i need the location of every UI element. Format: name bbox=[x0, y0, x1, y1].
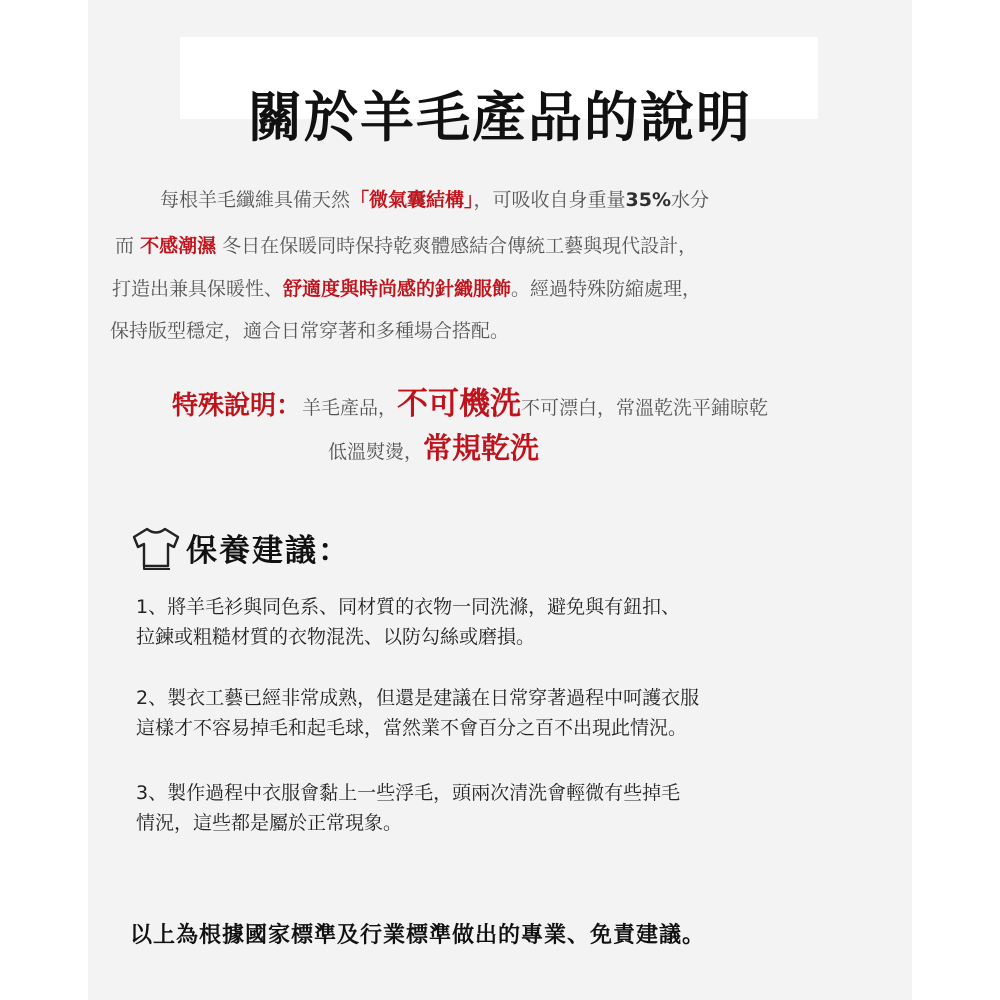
intro-text: ，可吸收自身重量 bbox=[473, 189, 626, 211]
intro-line-2 bbox=[115, 232, 697, 260]
tip-line: 這樣才不容易掉毛和起毛球，當然業不會百分之百不出現此情況。 bbox=[136, 717, 688, 739]
percent-value: 35% bbox=[625, 189, 672, 211]
intro-line-3 bbox=[112, 275, 701, 303]
special-text: 羊毛產品， bbox=[302, 397, 398, 419]
special-line-1 bbox=[172, 384, 768, 429]
intro-text: 每根羊毛纖維具備天然 bbox=[160, 189, 351, 211]
special-line-2 bbox=[328, 428, 539, 473]
intro-text: 水分 bbox=[671, 189, 710, 211]
intro-text: 而 bbox=[115, 235, 135, 257]
disclaimer-text: 以上為根據國家標準及行業標準做出的專業、免責建議。 bbox=[130, 923, 706, 948]
special-text: 低溫熨燙， bbox=[328, 441, 424, 463]
tip-line: 1、將羊毛衫與同色系、同材質的衣物一同洗滌，避免與有鈕扣、 bbox=[136, 596, 681, 618]
care-title: 保養建議： bbox=[186, 532, 351, 569]
care-tip-2 bbox=[136, 683, 699, 743]
tip-line: 2、製衣工藝已經非常成熟，但還是建議在日常穿著過程中呵護衣服 bbox=[136, 687, 700, 709]
tip-line: 3、製作過程中衣服會黏上一些浮毛，頭兩次清洗會輕微有些掉毛 bbox=[136, 782, 681, 804]
care-tip-1 bbox=[136, 592, 680, 652]
t-shirt-icon bbox=[130, 524, 182, 570]
intro-text: 冬日在保暖同時保持乾爽體感結合傳統工藝與現代設計， bbox=[222, 235, 698, 257]
care-tip-3 bbox=[136, 778, 680, 838]
special-label: 特殊說明： bbox=[172, 391, 303, 421]
intro-text: 。經過特殊防縮處理， bbox=[511, 278, 702, 300]
highlight-text: 「微氣囊結構」 bbox=[350, 189, 474, 211]
no-machine-wash-text: 不可機洗 bbox=[397, 386, 522, 422]
page-title: 關於羊毛產品的說明 bbox=[248, 86, 752, 149]
regular-dry-clean-text: 常規乾洗 bbox=[423, 431, 540, 465]
highlight-text: 不感潮濕 bbox=[140, 235, 217, 257]
tip-line: 拉鍊或粗糙材質的衣物混洗、以防勾絲或磨損。 bbox=[136, 626, 536, 648]
highlight-text: 舒適度與時尚感的針織服飾 bbox=[283, 278, 512, 300]
tip-line: 情況，這些都是屬於正常現象。 bbox=[136, 812, 403, 834]
care-header bbox=[130, 524, 351, 570]
special-text: 不可漂白，常溫乾洗平鋪晾乾 bbox=[521, 397, 769, 419]
intro-text: 打造出兼具保暖性、 bbox=[112, 278, 284, 300]
intro-line-4: 保持版型穩定，適合日常穿著和多種場合搭配。 bbox=[110, 320, 510, 342]
intro-line-1 bbox=[160, 186, 709, 214]
